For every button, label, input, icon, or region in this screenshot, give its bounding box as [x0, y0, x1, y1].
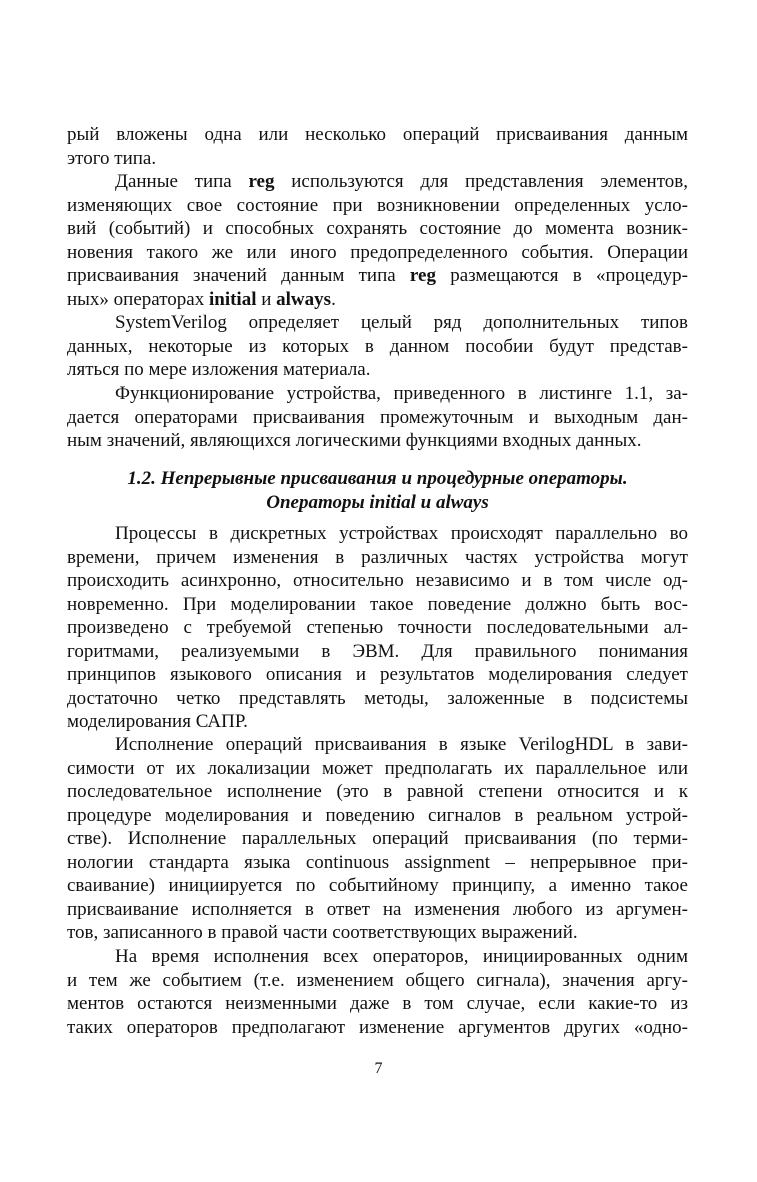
text-line: Функционирование устройства, приведенного в листинге 1.1, за-: [115, 383, 688, 404]
text-line: Исполнение операций присваивания в языке VerilogHDL в зави-: [115, 734, 688, 755]
paragraph-continuation: [67, 123, 688, 170]
text-line: Процессы в дискретных устройствах происходят параллельно во: [115, 523, 688, 544]
text-line: сваивание) инициируется по событийному принципу, а именно такое: [67, 875, 688, 896]
text-line: принципов языкового описания и результатов моделирования следует: [67, 664, 688, 685]
page-number: 7: [374, 1060, 383, 1077]
text-line: [67, 170, 688, 194]
keyword-reg: reg: [248, 171, 275, 192]
paragraph-systemverilog: [67, 311, 688, 382]
text-line: На время исполнения всех операторов, инициированных одним: [115, 946, 688, 967]
paragraph-event-execution: [67, 945, 688, 1039]
text-line: стве). Исполнение параллельных операций присваивания (по терми-: [67, 828, 688, 849]
text-line: ным значений, являющихся логическими функциями входных данных.: [67, 430, 642, 451]
text-line: дается операторами присваивания промежуточным и выходным дан-: [67, 406, 688, 428]
heading-line: 1.2. Непрерывные присваивания и процедурные операторы.: [127, 468, 628, 489]
text-line: рый вложены одна или несколько операций присваивания данным: [67, 124, 688, 145]
text-line: таких операторов предполагают изменение аргументов других «одно-: [67, 1016, 688, 1038]
text-line: ментов остаются неизменными даже в том случае, если какие-то из: [67, 993, 688, 1014]
text-span: Данные типа: [115, 171, 249, 192]
text-span: ных» операторах: [67, 288, 209, 310]
text-line: этого типа.: [67, 147, 157, 169]
text-span: присваивания значений данным типа: [67, 265, 410, 286]
paragraph-processes: [67, 522, 688, 734]
paragraph-functioning: [67, 382, 688, 453]
text-span: размещаются в «процедур-: [435, 265, 688, 286]
text-line: новременно. При моделировании такое поведение должно быть вос-: [67, 593, 688, 615]
text-line: ляться по мере изложения материала.: [67, 359, 371, 380]
keyword-initial: initial: [208, 288, 257, 310]
text-line: новения такого же или иного предопределенного события. Операции: [67, 241, 688, 263]
text-line: SystemVerilog определяет целый ряд дополнительных типов: [115, 312, 688, 333]
text-line: моделирования САПР.: [67, 711, 248, 732]
text-line: тов, записанного в правой части соответствующих выражений.: [67, 922, 578, 943]
heading-line: Операторы initial и always: [266, 492, 489, 513]
text-line: произведено с требуемой степенью точности последовательными ал-: [67, 617, 688, 638]
text-line: симости от их локализации может предполагать их параллельное или: [67, 757, 688, 779]
text-line: последовательное исполнение (это в равной степени относится и к: [67, 781, 688, 802]
text-line: нологии стандарта языка continuous assignment – непрерывное при-: [67, 851, 688, 873]
text-line: [67, 288, 688, 312]
text-line: времени, причем изменения в различных частях устройства могут: [67, 546, 688, 568]
text-line: изменяющих свое состояние при возникновении определенных усло-: [67, 194, 688, 216]
text-line: [67, 264, 688, 288]
text-line: достаточно четко представлять методы, заложенные в подсистемы: [67, 687, 688, 709]
paragraph-assignment-execution: [67, 733, 688, 945]
paragraph-reg-data-type: [67, 170, 688, 311]
text-line: данных, некоторые из которых в данном пособии будут представ-: [67, 335, 688, 357]
text-span: .: [331, 288, 336, 310]
text-line: процедуре моделирования и поведению сигналов в реальном устрой-: [67, 804, 688, 826]
text-span: и: [256, 288, 277, 310]
text-line: горитмами, реализуемыми в ЭВМ. Для правильного понимания: [67, 640, 688, 662]
section-heading: [67, 467, 688, 515]
keyword-reg: reg: [409, 265, 436, 286]
text-line: происходить асинхронно, относительно независимо и в том числе од-: [67, 570, 688, 591]
text-line: и тем же событием (т.е. изменением общего сигнала), значения аргу-: [67, 969, 688, 991]
text-line: присваивание исполняется в ответ на изменения любого из аргумен-: [67, 898, 688, 920]
text-line: вий (событий) и способных сохранять состояние до момента возник-: [67, 218, 688, 239]
keyword-always: always: [276, 288, 332, 310]
text-span: используются для представления элементов,: [274, 171, 688, 192]
